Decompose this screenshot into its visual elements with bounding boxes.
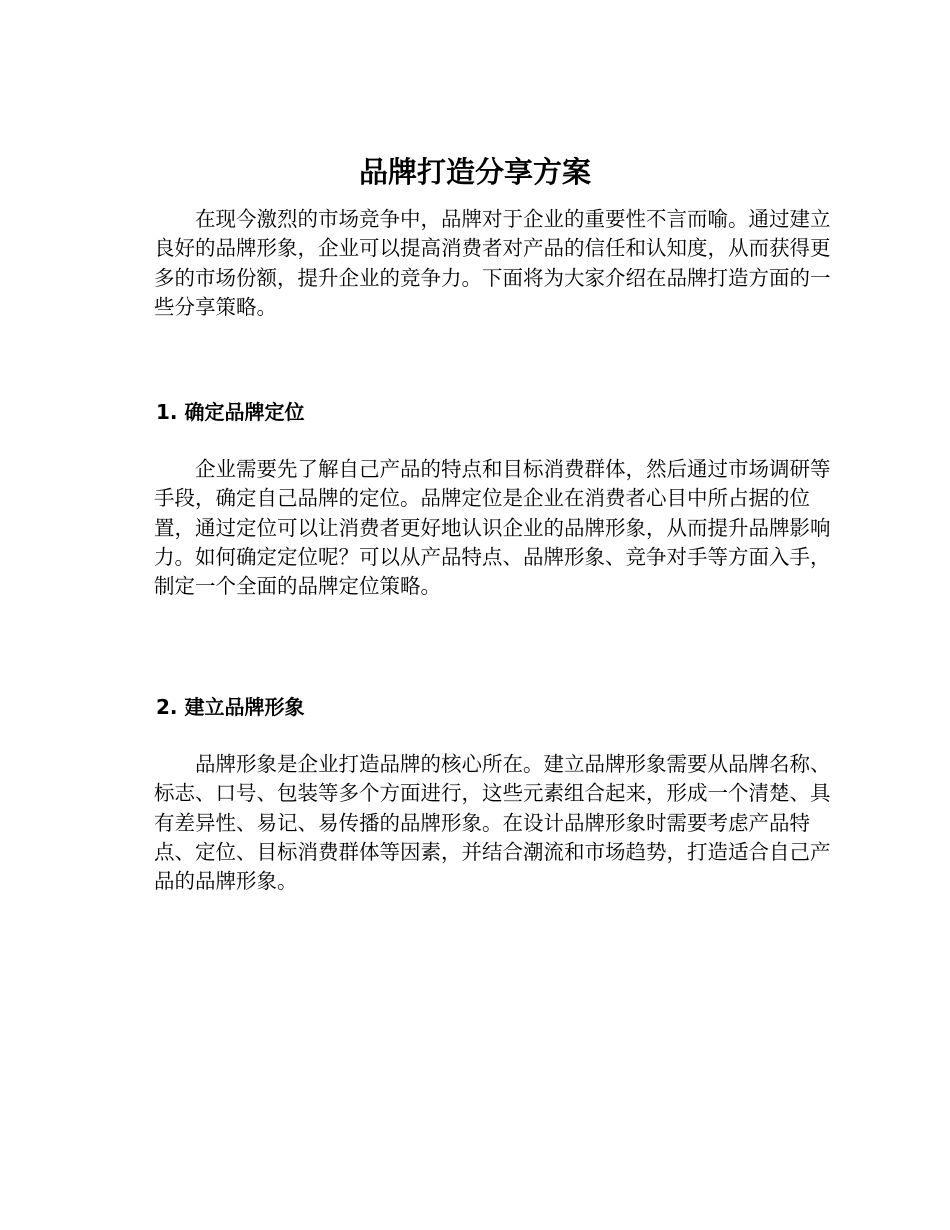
section-paragraph-brand-image [113,750,833,896]
paragraph-line: 力。如何确定定位呢？可以从产品特点、品牌形象、竞争对手等方面入手， [154,544,831,569]
section-heading-brand-image: 2. 建立品牌形象 [156,695,305,719]
section-heading-positioning: 1. 确定品牌定位 [156,400,305,424]
intro-paragraph [113,205,833,322]
section-paragraph-positioning [113,455,833,601]
paragraph-line: 品牌形象是企业打造品牌的核心所在。建立品牌形象需要从品牌名称、 [195,752,831,776]
paragraph-line: 标志、口号、包装等多个方面进行，这些元素组合起来，形成一个清楚、具 [154,781,831,806]
paragraph-line: 置，通过定位可以让消费者更好地认识企业的品牌形象，从而提升品牌影响 [154,515,831,540]
paragraph-line: 手段，确定自己品牌的定位。品牌定位是企业在消费者心目中所占据的位 [154,486,810,511]
paragraph-line: 品的品牌形象。 [154,869,298,894]
paragraph-line: 企业需要先了解自己产品的特点和目标消费群体，然后通过市场调研等 [195,457,831,481]
intro-line: 多的市场份额，提升企业的竞争力。下面将为大家介绍在品牌打造方面的一 [154,265,831,290]
intro-line: 良好的品牌形象，企业可以提高消费者对产品的信任和认知度，从而获得更 [154,236,831,261]
intro-line: 在现今激烈的市场竞争中，品牌对于企业的重要性不言而喻。通过建立 [195,207,831,231]
page-title: 品牌打造分享方案 [358,155,591,189]
intro-line: 些分享策略。 [154,294,277,319]
paragraph-line: 有差异性、易记、易传播的品牌形象。在设计品牌形象时需要考虑产品特 [154,810,810,835]
paragraph-line: 制定一个全面的品牌定位策略。 [154,574,441,599]
paragraph-line: 点、定位、目标消费群体等因素，并结合潮流和市场趋势，打造适合自己产 [154,839,831,864]
